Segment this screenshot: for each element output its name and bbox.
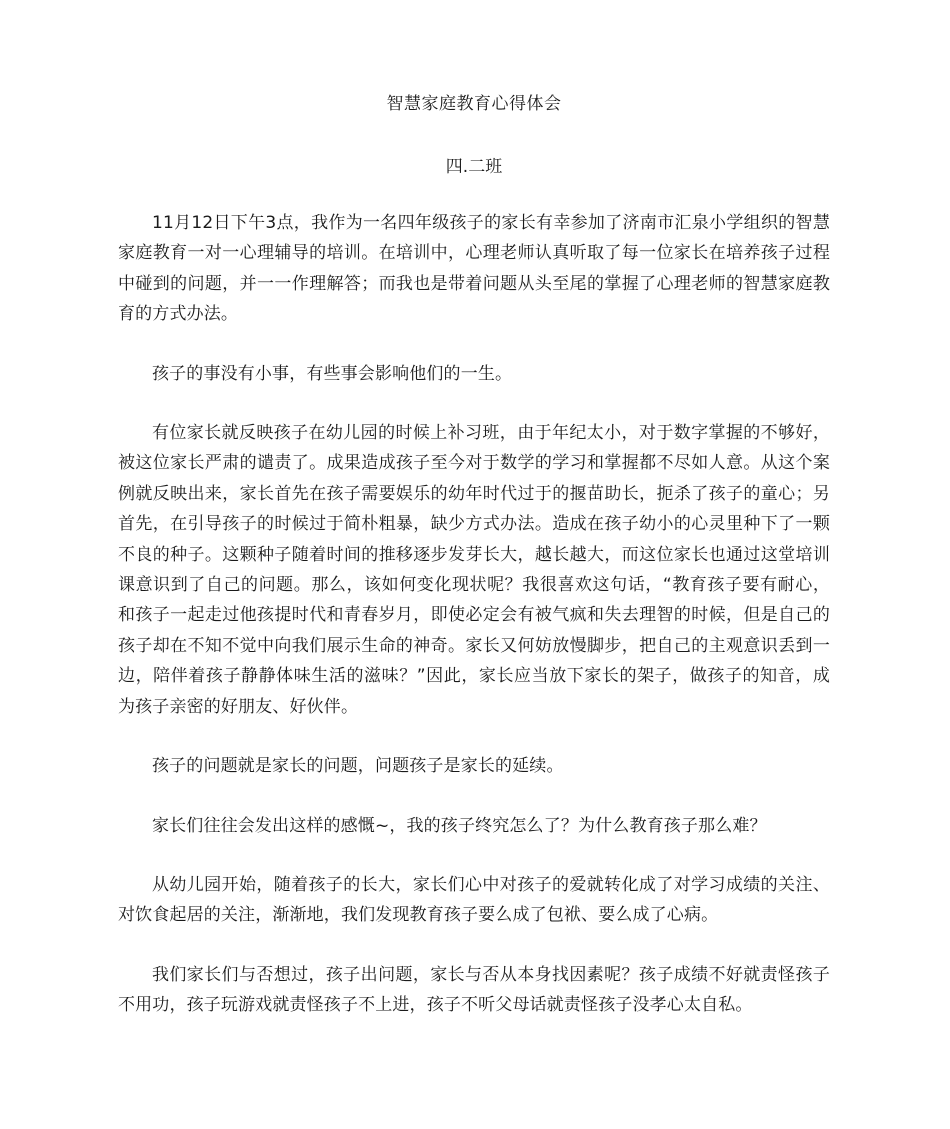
document-title: 智慧家庭教育心得体会 bbox=[386, 94, 562, 114]
paragraph-7: 我们家长们与否想过，孩子出问题，家长与否从本身找因素呢？孩子成绩不好就责怪孩子不用功，孩子玩游戏就责怪孩子不上进，孩子不听父母话就责怪孩子没孝心太自私。 bbox=[118, 964, 830, 1016]
paragraph-2: 孩子的事没有小事，有些事会影响他们的一生。 bbox=[152, 363, 513, 384]
document-subtitle: 四.二班 bbox=[445, 157, 503, 177]
document-page bbox=[118, 92, 830, 1050]
paragraph-5: 家长们往往会发出这样的感慨~，我的孩子终究怎么了？为什么教育孩子那么难？ bbox=[152, 815, 767, 836]
paragraph-4: 孩子的问题就是家长的问题，问题孩子是家长的延续。 bbox=[152, 756, 564, 777]
paragraph-6: 从幼儿园开始，随着孩子的长大，家长们心中对孩子的爱就转化成了对学习成绩的关注、对饮食起居的关注，渐渐地，我们发现教育孩子要么成了包袱、要么成了心病。 bbox=[118, 874, 830, 926]
paragraph-1: 11月12日下午3点，我作为一名四年级孩子的家长有幸参加了济南市汇泉小学组织的智慧家庭教育一对一心理辅导的培训。在培训中，心理老师认真听取了每一位家长在培养孩子过程中碰到的问题，并一一作理解答；而我也是带着问题从头至尾的掌握了心理老师的智慧家庭教育的方式办法。 bbox=[118, 213, 830, 325]
paragraph-3: 有位家长就反映孩子在幼儿园的时候上补习班，由于年纪太小，对于数字掌握的不够好，被这位家长严肃的谴责了。成果造成孩子至今对于数学的学习和掌握都不尽如人意。从这个案例就反映出来，家长首先在孩子需要娱乐的幼年时代过于的揠苗助长，扼杀了孩子的童心；另首先，在引导孩子的时候过于简朴粗暴，缺少方式办法。造成在孩子幼小的心灵里种下了一颗不良的种子。这颗种子随着时间的推移逐步发芽长大，越长越大，而这位家长也通过这堂培训课意识到了自己的问题。那么，该如何变化现状呢？我很喜欢这句话，“教育孩子要有耐心，和孩子一起走过他孩提时代和青春岁月，即使必定会有被气疯和失去理智的时候，但是自己的孩子却在不知不觉中向我们展示生命的神奇。家长又何妨放慢脚步，把自己的主观意识丢到一边，陪伴着孩子静静体味生活的滋味？”因此，家长应当放下家长的架子，做孩子的知音，成为孩子亲密的好朋友、好伙伴。 bbox=[118, 423, 830, 717]
